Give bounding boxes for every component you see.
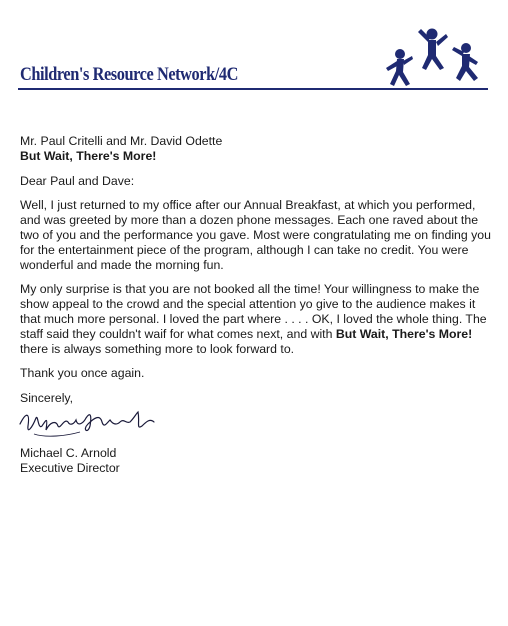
organization-name: Children's Resource Network/4C (20, 64, 238, 85)
letterhead (18, 24, 490, 94)
signature-image (16, 404, 166, 444)
letter-body (20, 134, 492, 476)
greeting: Dear Paul and Dave: (20, 173, 135, 188)
paragraph-2-text-b: there is always something more to look forward to. (20, 341, 295, 356)
paragraph-2 (20, 282, 492, 356)
paragraph-2-text-a: My only surprise is that you are not booked all the time! Your willingness to make the show appeal to the crowd and the special attention yo give to the audience makes it that much more personal. I loved the part where . . . . OK, I loved the whole thing. The staff said they couldn't waif for what comes next, and with (20, 282, 487, 341)
recipients: Mr. Paul Critelli and Mr. David Odette (20, 134, 223, 148)
recipient-block (20, 134, 492, 164)
signer-name: Michael C. Arnold (20, 445, 117, 460)
paragraph-2-show-name: But Wait, There's More! (335, 326, 473, 341)
signer-block (20, 446, 492, 476)
show-name: But Wait, There's More! (20, 148, 157, 163)
running-children-icon (380, 24, 490, 88)
thanks-line: Thank you once again. (20, 366, 145, 381)
letterhead-rule (18, 88, 488, 90)
signer-title: Executive Director (20, 460, 120, 475)
paragraph-1: Well, I just returned to my office after our Annual Breakfast, at which you performed, and was greeted by more than a dozen phone messages. Each one raved about the two of you and the performance you gave. Most were congratulating me on finding you for the entertainment piece of the program, although I can take no credit. You were wonderful and made the morning fun. (20, 198, 491, 272)
closing: Sincerely, (20, 391, 74, 406)
